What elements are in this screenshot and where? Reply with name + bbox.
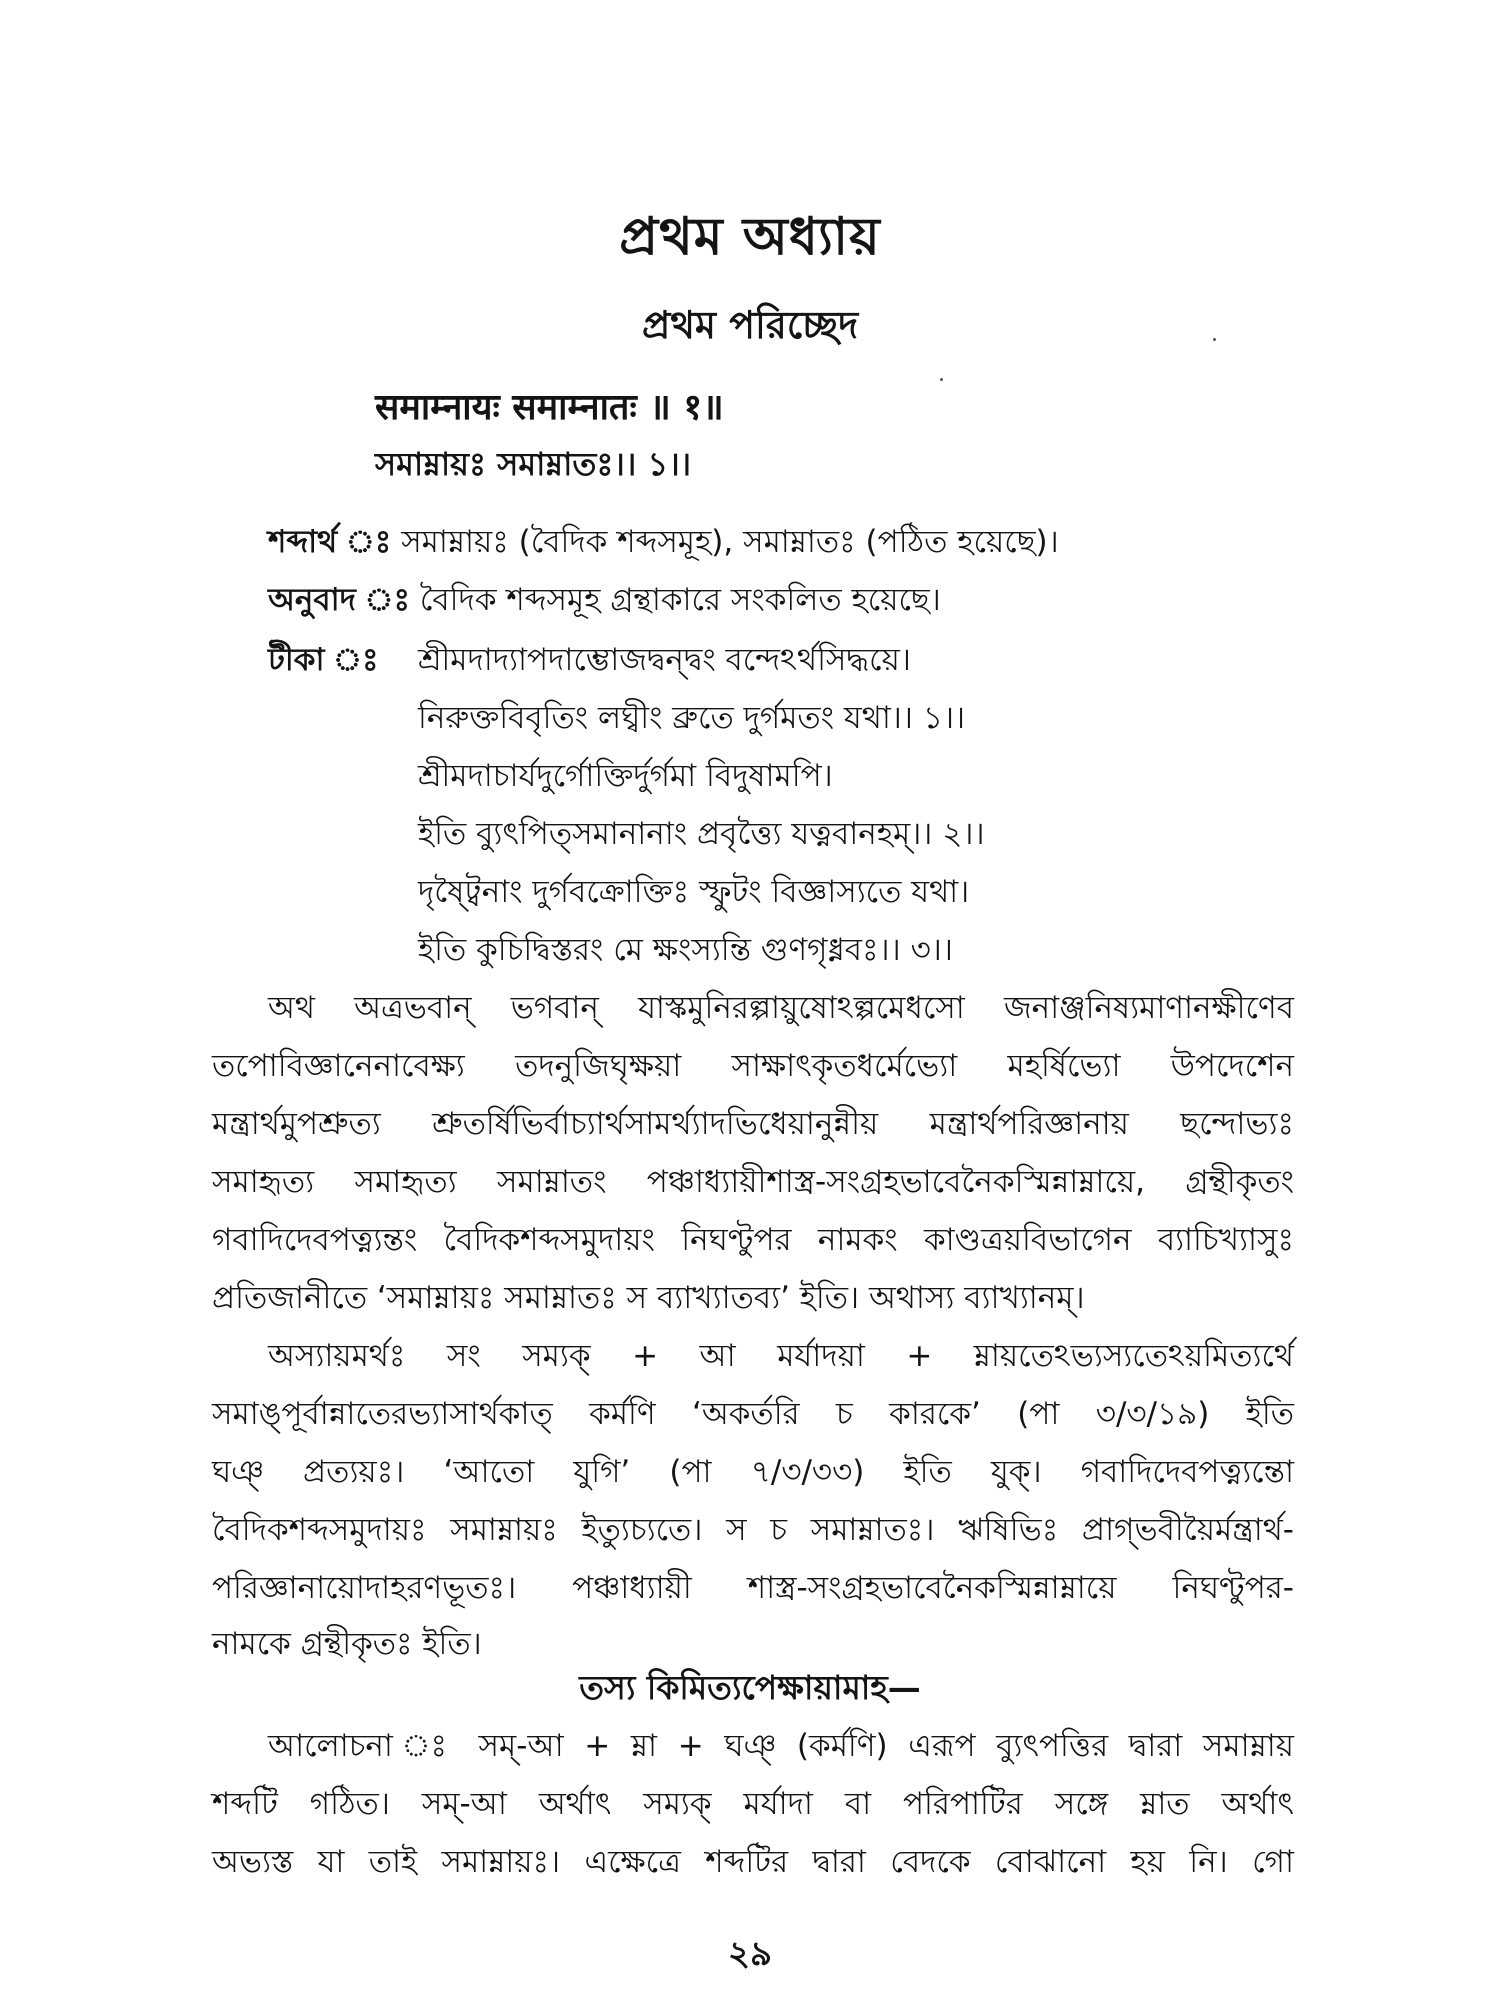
- chapter-title: প্রথম অধ্যায়: [619, 207, 881, 267]
- section-heading: তস্য কিমিত্যপেক্ষায়ামাহ—: [579, 1668, 921, 1707]
- paragraph-line: নামকে গ্রন্থীকৃতঃ ইতি।: [212, 1626, 482, 1662]
- paragraph-line: মন্ত্রার্থমুপশ্রুত্য শ্রুতর্ষিভির্বাচ্যার্থসামর্থ্যাদভিধেয়ানুন্নীয় মন্ত্রার্থপরিজ্ঞানায় ছন্দোভ্যঃ: [212, 1106, 1294, 1142]
- discussion-line: আলোচনা ঃ সম্-আ + ম্না + ঘঞ্ (কর্মণি) এরূপ ব্যুৎপত্তির দ্বারা সমাম্নায়: [268, 1728, 1294, 1764]
- paragraph-line: সমাঙ্পূর্বান্নাতেরভ্যাসার্থকাত্ কর্মণি ‘অকর্তরি চ কারকে’ (পা ৩/৩/১৯) ইতি: [212, 1396, 1294, 1432]
- word-meaning-line: [268, 522, 1059, 562]
- commentary-label: টীকা ঃ: [268, 642, 379, 678]
- paragraph-line: পরিজ্ঞানায়োদাহরণভূতঃ। পঞ্চাধ্যায়ী শাস্ত্র-সংগ্রহভাবেনৈকস্মিন্নাম্নায়ে নিঘণ্টুপর-: [212, 1570, 1294, 1606]
- discussion-line: শব্দটি গঠিত। সম্-আ অর্থাৎ সম্যক্ মর্যাদা বা পরিপাটির সঙ্গে ম্নাত অর্থাৎ: [212, 1786, 1294, 1822]
- sutra-sanskrit: समाम्नायः समाम्नातः ॥ १॥: [375, 387, 724, 428]
- paragraph-line: গবাদিদেবপত্ন্যন্তং বৈদিকশব্দসমুদায়ং নিঘণ্টুপর নামকং কাণ্ডত্রয়বিভাগেন ব্যাচিখ্যাসুঃ: [212, 1222, 1294, 1258]
- paragraph-line: প্রতিজানীতে ‘সমাম্নায়ঃ সমাম্নাতঃ স ব্যাখ্যাতব্য’ ইতি। অথাস্য ব্যাখ্যানম্।: [212, 1280, 1085, 1316]
- scan-speck: [940, 378, 943, 381]
- translation-text: বৈদিক শব্দসমূহ গ্রন্থাকারে সংকলিত হয়েছে।: [419, 582, 941, 618]
- discussion-line: অভ্যস্ত যা তাই সমাম্নায়ঃ। এক্ষেত্রে শব্দটির দ্বারা বেদকে বোঝানো হয় নি। গো: [212, 1844, 1294, 1880]
- word-meaning-label: শব্দার্থ ঃ: [268, 524, 392, 560]
- paragraph-line: অস্যায়মর্থঃ সং সম্যক্ + আ মর্যাদয়া + ম্নায়তেঽভ্যস্যতেঽয়মিত্যর্থে: [268, 1338, 1294, 1374]
- commentary-verse: ইতি ব্যুৎপিত্সমানানাং প্রবৃত্ত্যৈ যত্নবানহম্।। ২।।: [418, 816, 985, 852]
- word-meaning-text: সমাম্নায়ঃ (বৈদিক শব্দসমূহ), সমাম্নাতঃ (পঠিত হয়েছে)।: [401, 524, 1059, 560]
- commentary-verse: নিরুক্তবিবৃতিং লঘ্বীং ব্রুতে দুর্গমতং যথা।। ১।।: [418, 700, 966, 736]
- paragraph-line: সমাহৃত্য সমাহৃত্য সমাম্নাতং পঞ্চাধ্যায়ীশাস্ত্র-সংগ্রহভাবেনৈকস্মিন্নাম্নায়ে, গ্রন্থীকৃতং: [212, 1164, 1294, 1200]
- scan-speck: [1213, 338, 1216, 341]
- paragraph-line: ঘঞ্ প্রত্যয়ঃ। ‘আতো যুগি’ (পা ৭/৩/৩৩) ইতি যুক্। গবাদিদেবপত্ন্যন্তো: [212, 1454, 1294, 1490]
- commentary-verse: ইতি কুচিদ্বিস্তরং মে ক্ষংস্যন্তি গুণগৃধ্নবঃ।। ৩।।: [418, 932, 953, 968]
- commentary-verse: শ্রীমদাদ্যাপদাম্ভোজদ্বন্দ্বং বন্দেঽর্থসিদ্ধয়ে।: [418, 642, 911, 678]
- commentary-verse: শ্রীমদাচার্যদুর্গোক্তির্দুর্গমা বিদুষামপি।: [418, 758, 833, 794]
- translation-label: অনুবাদ ঃ: [268, 582, 411, 618]
- paragraph-line: অথ অত্রভবান্ ভগবান্ যাস্কমুনিরল্পায়ুষোঽল্পমেধসো জনাঞ্জনিষ্যমাণানক্ষীণেব: [268, 990, 1294, 1026]
- commentary-verse: দৃষ্ট্বৈনাং দুর্গবক্রোক্তিঃ স্ফুটং বিজ্ঞাস্যতে যথা।: [418, 874, 970, 910]
- translation-line: [268, 580, 941, 620]
- page-number: ২৯: [727, 1934, 773, 1974]
- paragraph-line: তপোবিজ্ঞানেনাবেক্ষ্য তদনুজিঘৃক্ষয়া সাক্ষাৎকৃতধর্মেভ্যো মহর্ষিভ্যো উপদেশেন: [212, 1048, 1294, 1084]
- sutra-bengali: সমাম্নায়ঃ সমাম্নাতঃ।। ১।।: [375, 445, 692, 483]
- paragraph-line: বৈদিকশব্দসমুদায়ঃ সমাম্নায়ঃ ইত্যুচ্যতে। স চ সমাম্নাতঃ। ঋষিভিঃ প্রাগ্ভবীয়ৈর্মন্ত্রার্থ-: [212, 1512, 1294, 1548]
- section-title: প্রথম পরিচ্ছেদ: [641, 303, 859, 347]
